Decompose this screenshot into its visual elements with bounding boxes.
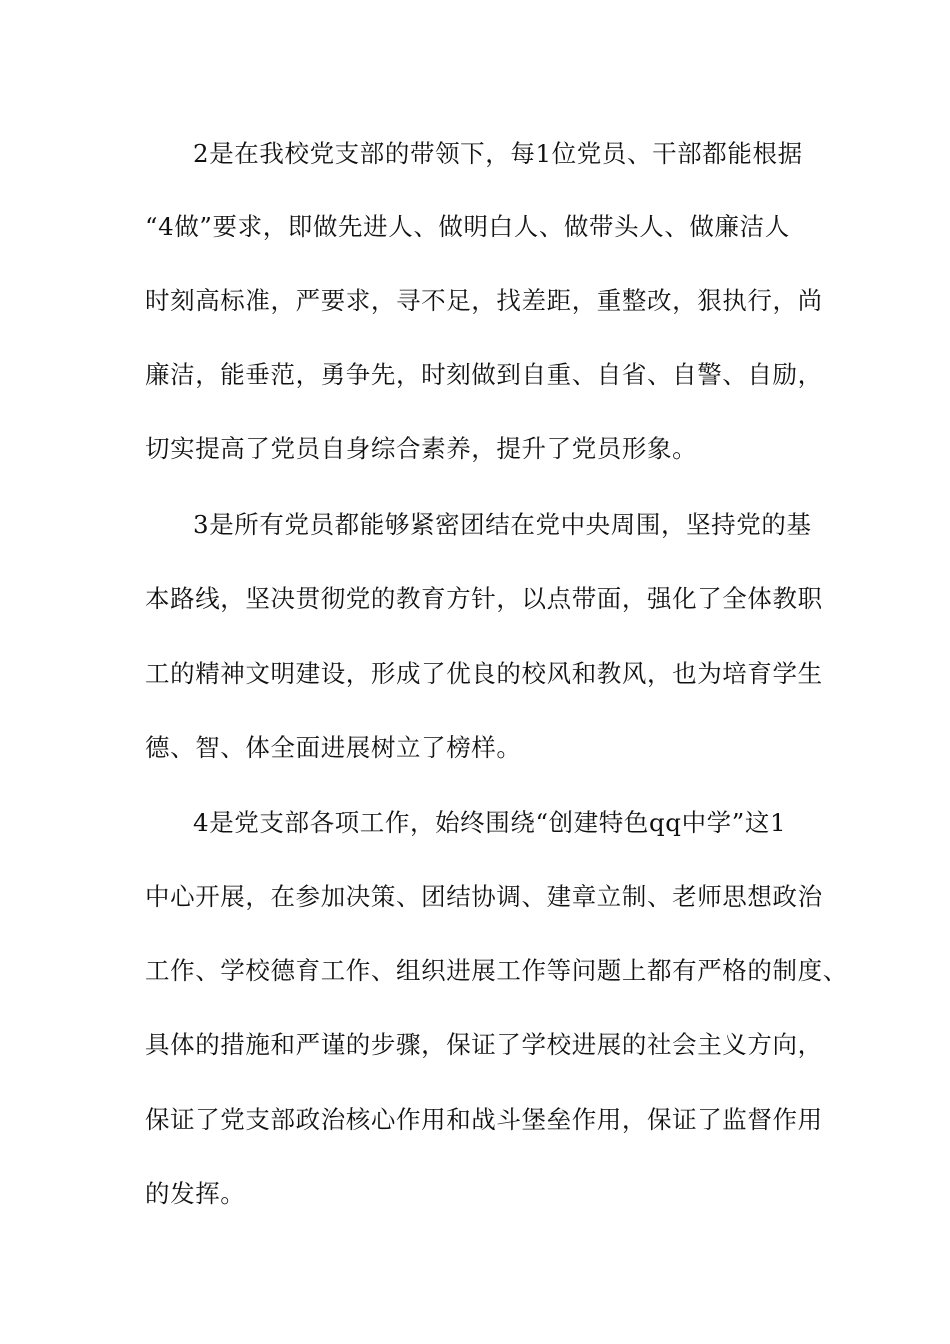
paragraph-2-line-5: 切实提高了党员自身综合素养，提升了党员形象。: [145, 434, 698, 463]
paragraph-4-line-6: 的发挥。: [145, 1179, 246, 1208]
paragraph-2-line-1: 2是在我校党支部的带领下，每1位党员、干部都能根据: [193, 139, 803, 168]
paragraph-4-line-2: 中心开展，在参加决策、团结协调、建章立制、老师思想政治: [145, 882, 823, 911]
paragraph-4-line-5: 保证了党支部政治核心作用和战斗堡垒作用，保证了监督作用: [145, 1105, 823, 1134]
paragraph-4-line-4: 具体的措施和严谨的步骤，保证了学校进展的社会主义方向，: [145, 1030, 823, 1059]
paragraph-4-line-3: 工作、学校德育工作、组织进展工作等问题上都有严格的制度、: [145, 956, 848, 985]
paragraph-3-line-3: 工的精神文明建设，形成了优良的校风和教风，也为培育学生: [145, 659, 823, 688]
paragraph-3-line-4: 德、智、体全面进展树立了榜样。: [145, 733, 522, 762]
paragraph-4-line-1: 4是党支部各项工作，始终围绕“创建特色qq中学”这1: [193, 808, 787, 837]
paragraph-3-line-2: 本路线，坚决贯彻党的教育方针，以点带面，强化了全体教职: [145, 584, 823, 613]
paragraph-2-line-4: 廉洁，能垂范，勇争先，时刻做到自重、自省、自警、自励，: [145, 360, 823, 389]
paragraph-3-line-1: 3是所有党员都能够紧密团结在党中央周围，坚持党的基: [193, 510, 812, 539]
paragraph-2-line-2: “4做”要求，即做先进人、做明白人、做带头人、做廉洁人: [145, 212, 790, 241]
paragraph-2-line-3: 时刻高标准，严要求，寻不足，找差距，重整改，狠执行，尚: [145, 286, 823, 315]
